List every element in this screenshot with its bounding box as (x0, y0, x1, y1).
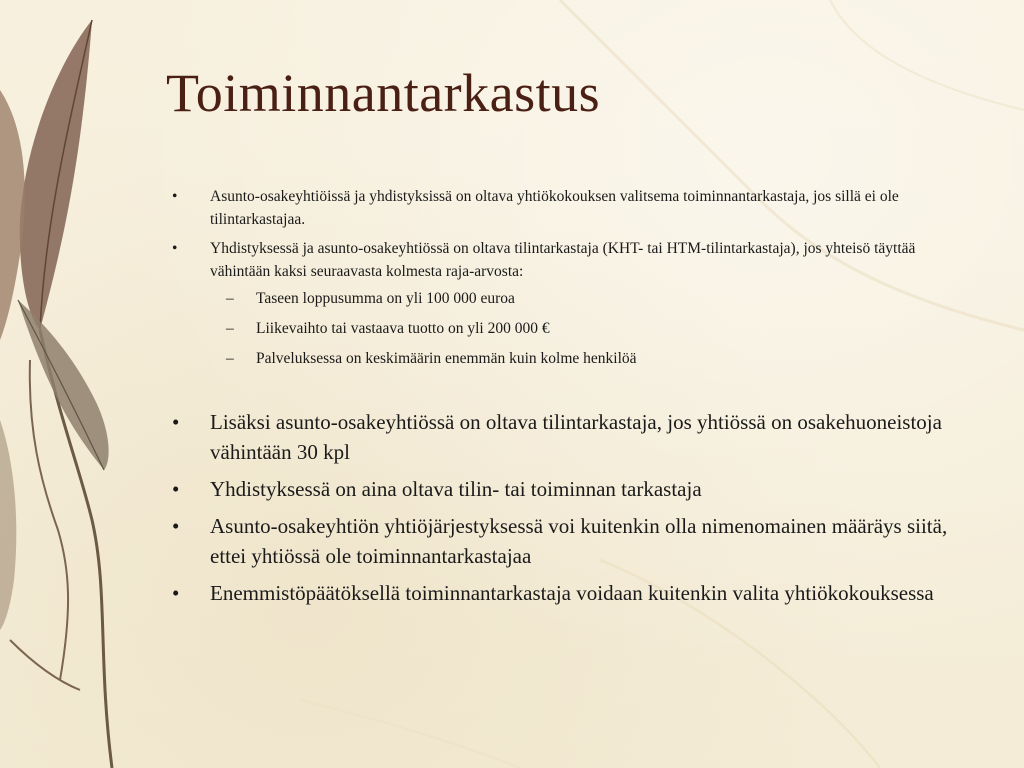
list-item (172, 474, 952, 504)
dash-marker: – (226, 290, 234, 307)
list-item (172, 511, 952, 571)
list-item (172, 407, 952, 467)
sub-bullet-text: Taseen loppusumma on yli 100 000 euroa (256, 290, 515, 307)
bullet-marker: • (172, 410, 180, 434)
sub-list-item (210, 347, 972, 370)
bullet-marker: • (172, 514, 180, 538)
slide-title: Toiminnantarkastus (166, 63, 601, 123)
bullet-text: Asunto-osakeyhtiöissä ja yhdistyksissä on oltava yhtiökokouksen valitsema toiminnantarkastaja, jos sillä ei ole tilintarkastajaa. (210, 188, 899, 228)
list-item (172, 578, 952, 608)
list-item (172, 185, 972, 231)
bullet-marker: • (172, 240, 178, 257)
dash-marker: – (226, 350, 234, 367)
bullet-marker: • (172, 188, 178, 205)
leaf-branch-decoration (0, 0, 150, 768)
sub-bullet-text: Liikevaihto tai vastaava tuotto on yli 200 000 € (256, 320, 550, 337)
sub-bullet-text: Palveluksessa on keskimäärin enemmän kuin kolme henkilöä (256, 350, 637, 367)
sub-bullet-list (210, 287, 972, 370)
bullet-text: Yhdistyksessä ja asunto-osakeyhtiössä on oltava tilintarkastaja (KHT- tai HTM-tilintarkastaja), jos yhteisö täyttää vähintään kaksi seuraavasta kolmesta raja-arvosta: (210, 240, 916, 280)
bullet-text: Yhdistyksessä on aina oltava tilin- tai toiminnan tarkastaja (210, 477, 702, 501)
large-bullet-list (172, 407, 952, 615)
dash-marker: – (226, 320, 234, 337)
small-bullet-list (172, 185, 972, 377)
sub-list-item (210, 287, 972, 310)
bullet-marker: • (172, 581, 180, 605)
bullet-marker: • (172, 477, 180, 501)
sub-list-item (210, 317, 972, 340)
bullet-text: Lisäksi asunto-osakeyhtiössä on oltava tilintarkastaja, jos yhtiössä on osakehuoneistoja vähintään 30 kpl (210, 410, 942, 464)
list-item (172, 237, 972, 370)
bullet-text: Asunto-osakeyhtiön yhtiöjärjestyksessä voi kuitenkin olla nimenomainen määräys siitä, ettei yhtiössä ole toiminnantarkastajaa (210, 514, 948, 568)
bullet-text: Enemmistöpäätöksellä toiminnantarkastaja voidaan kuitenkin valita yhtiökokouksessa (210, 581, 934, 605)
